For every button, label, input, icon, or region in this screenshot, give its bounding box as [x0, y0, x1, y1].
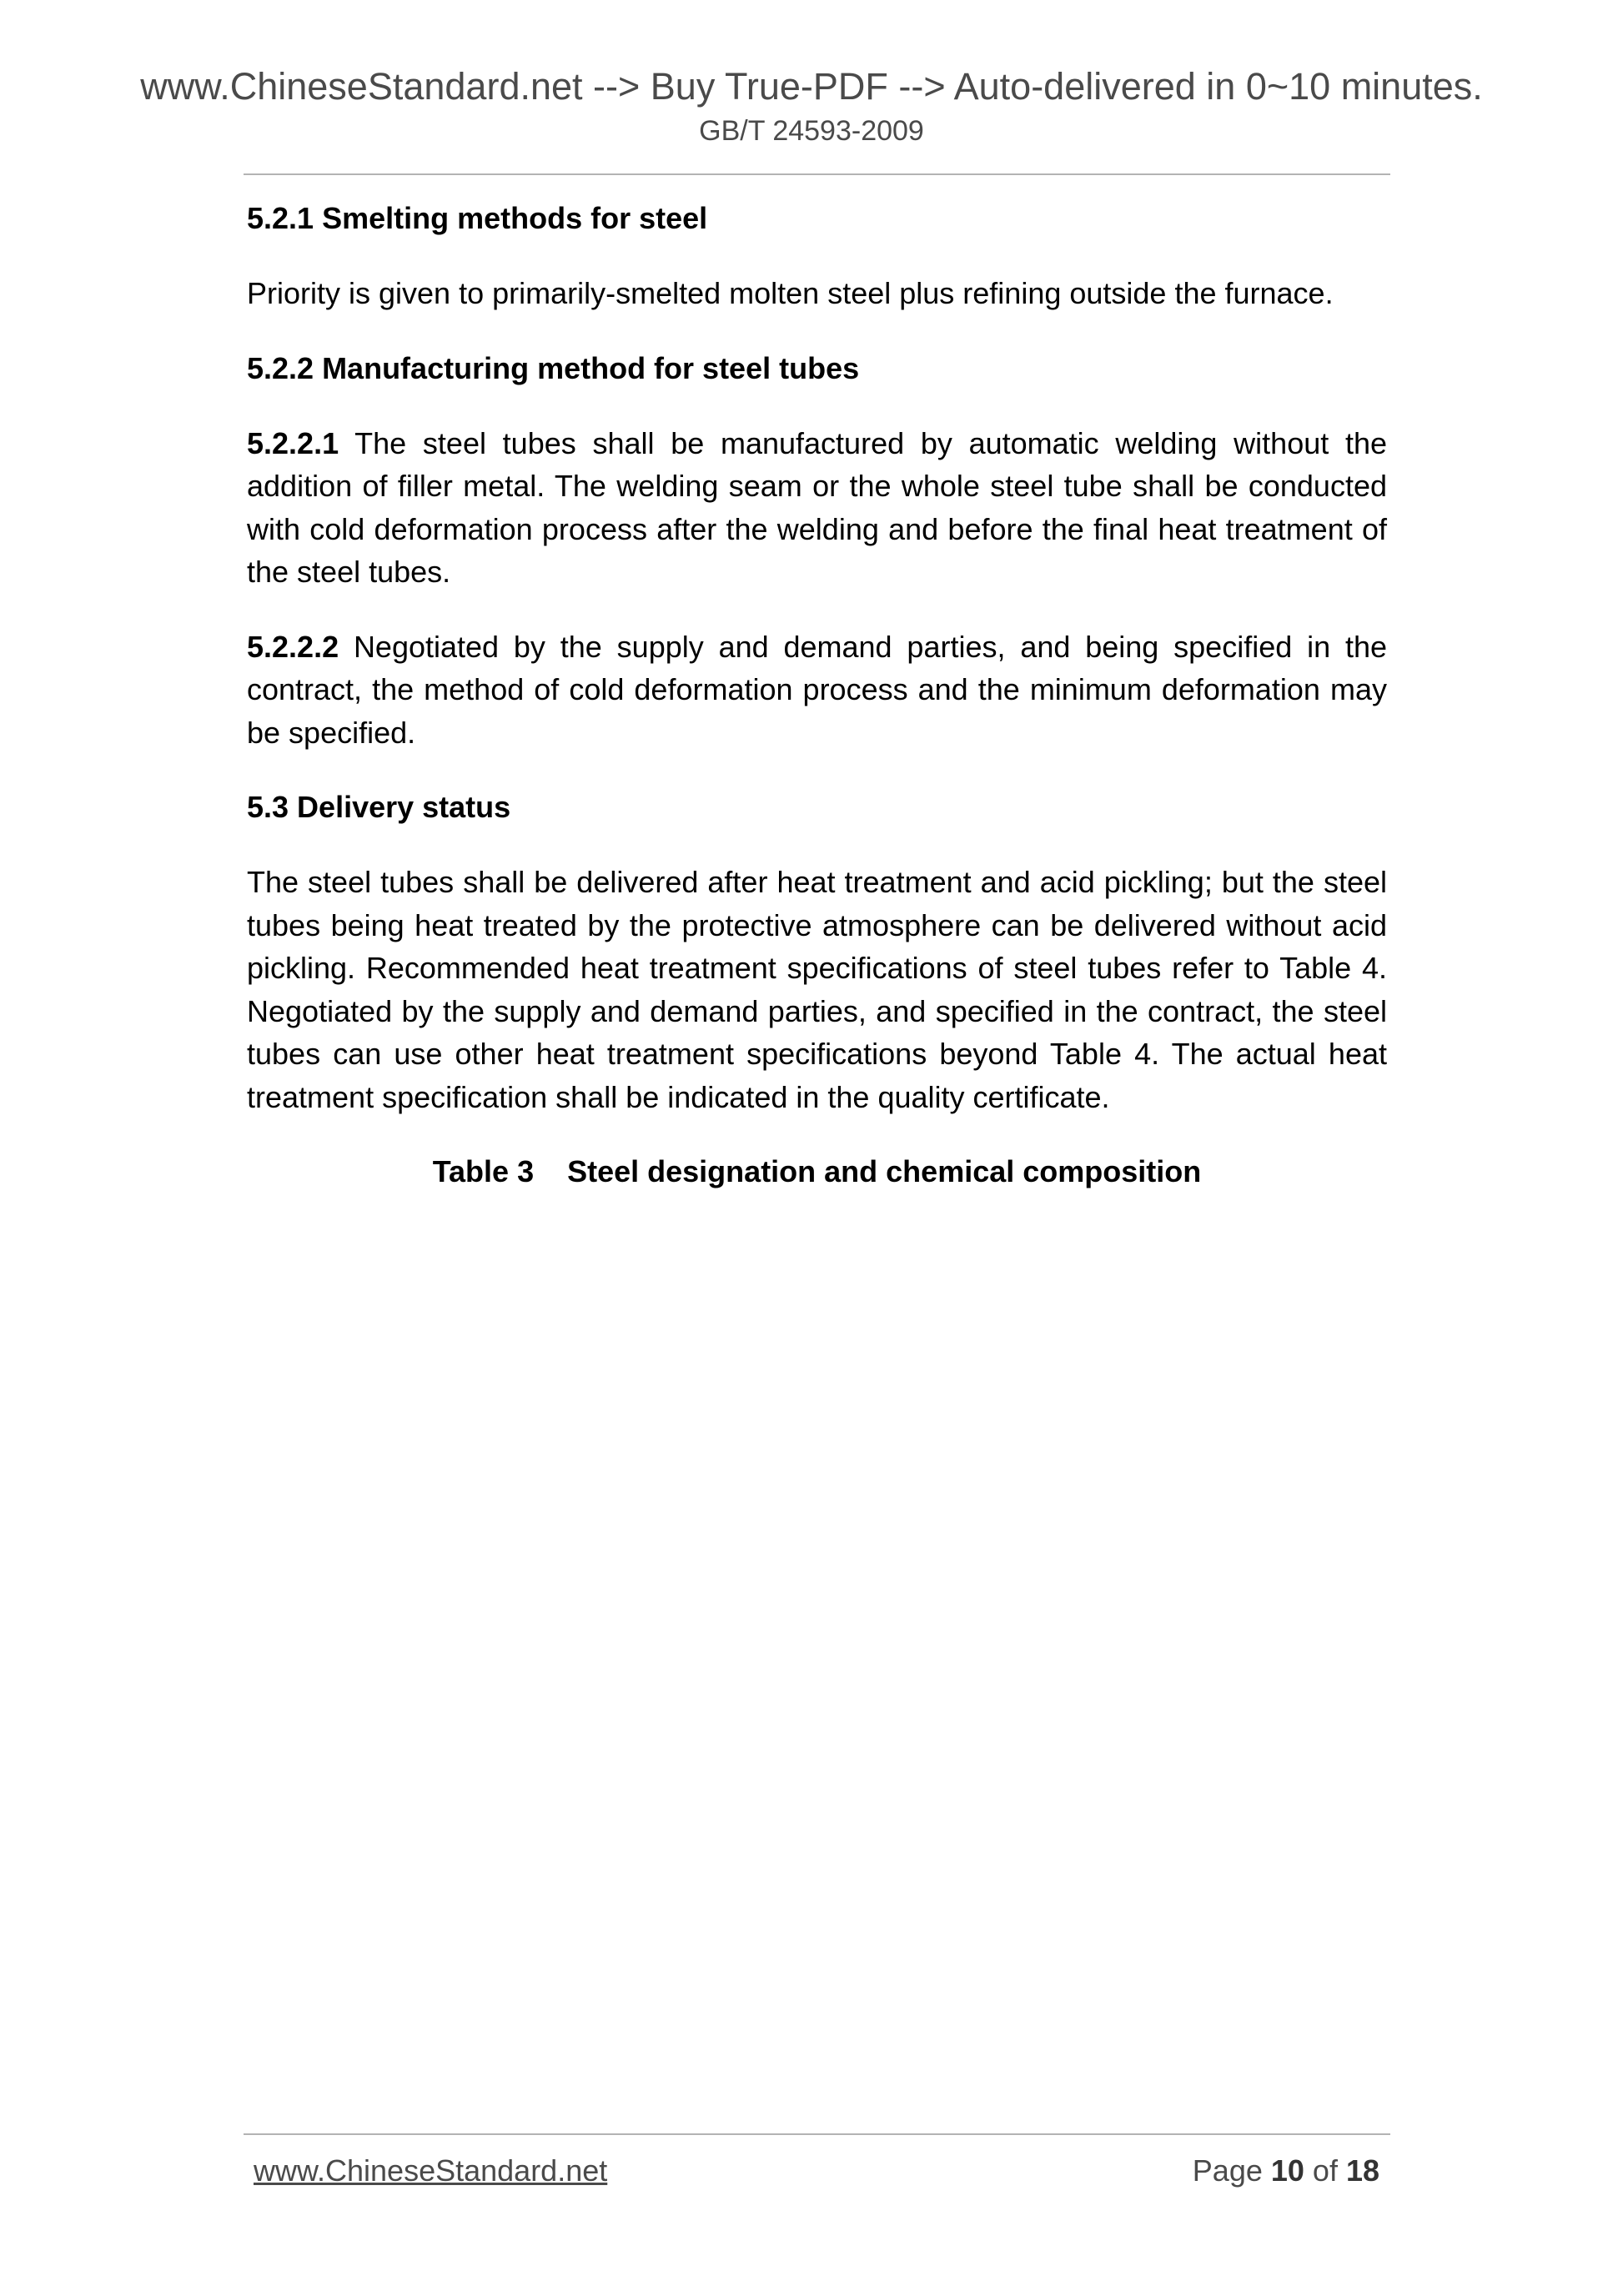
clause-number-5-2-2-1: 5.2.2.1 [247, 425, 339, 460]
footer-divider [244, 2133, 1390, 2135]
section-heading-5-3: 5.3 Delivery status [247, 790, 511, 824]
section-text-5-2-1: Priority is given to primarily-smelted molten steel plus refining outside the furnace. [247, 276, 1334, 310]
header-banner: www.ChineseStandard.net --> Buy True-PDF --> Auto-delivered in 0~10 minutes. [140, 65, 1483, 108]
spacer [247, 315, 1387, 347]
clause-number-5-2-2-2: 5.2.2.2 [247, 629, 339, 664]
section-heading-5-2-2: 5.2.2 Manufacturing method for steel tubes [247, 350, 860, 385]
spacer [247, 390, 1387, 422]
page-indicator [1193, 2152, 1379, 2190]
spacer [247, 240, 1387, 272]
header-divider [244, 173, 1390, 175]
section-paragraph-5-2-2-1 [247, 422, 1387, 594]
table-caption: Table 3 Steel designation and chemical composition [432, 1154, 1202, 1188]
footer-website-link[interactable]: www.ChineseStandard.net [254, 2153, 608, 2188]
section-heading-5-2-1: 5.2.1 Smelting methods for steel [247, 201, 708, 235]
document-body [247, 197, 1387, 1193]
section-paragraph-5-2-2-2 [247, 625, 1387, 755]
standard-code: GB/T 24593-2009 [699, 115, 924, 147]
clause-text-5-2-2-1: The steel tubes shall be manufactured by automatic welding without the addition of filler metal. The welding seam or the whole steel tube shall be conducted with cold deformation process after the welding and before the final heat treatment of the steel tubes. [247, 425, 1387, 589]
spacer [247, 1118, 1387, 1150]
spacer [247, 829, 1387, 861]
page-prefix: Page [1192, 2153, 1271, 2188]
page-of: of [1304, 2153, 1346, 2188]
current-page-number: 10 [1270, 2153, 1304, 2188]
total-page-number: 18 [1345, 2153, 1379, 2188]
spacer [247, 754, 1387, 786]
section-text-5-3: The steel tubes shall be delivered after heat treatment and acid pickling; but the steel tubes being heat treated by the protective atmosphere can be delivered without acid pickling. Recommended heat treatment specifications of steel tubes refer to Table 4. Negotiated by the supply and demand parties, and specified in the contract, the steel tubes can use other heat treatment specifications beyond Table 4. The actual heat treatment specification shall be indicated in the quality certificate. [247, 865, 1387, 1114]
spacer [247, 594, 1387, 625]
clause-text-5-2-2-2: Negotiated by the supply and demand parties, and being specified in the contract, the method of cold deformation process and the minimum deformation may be specified. [247, 629, 1387, 750]
